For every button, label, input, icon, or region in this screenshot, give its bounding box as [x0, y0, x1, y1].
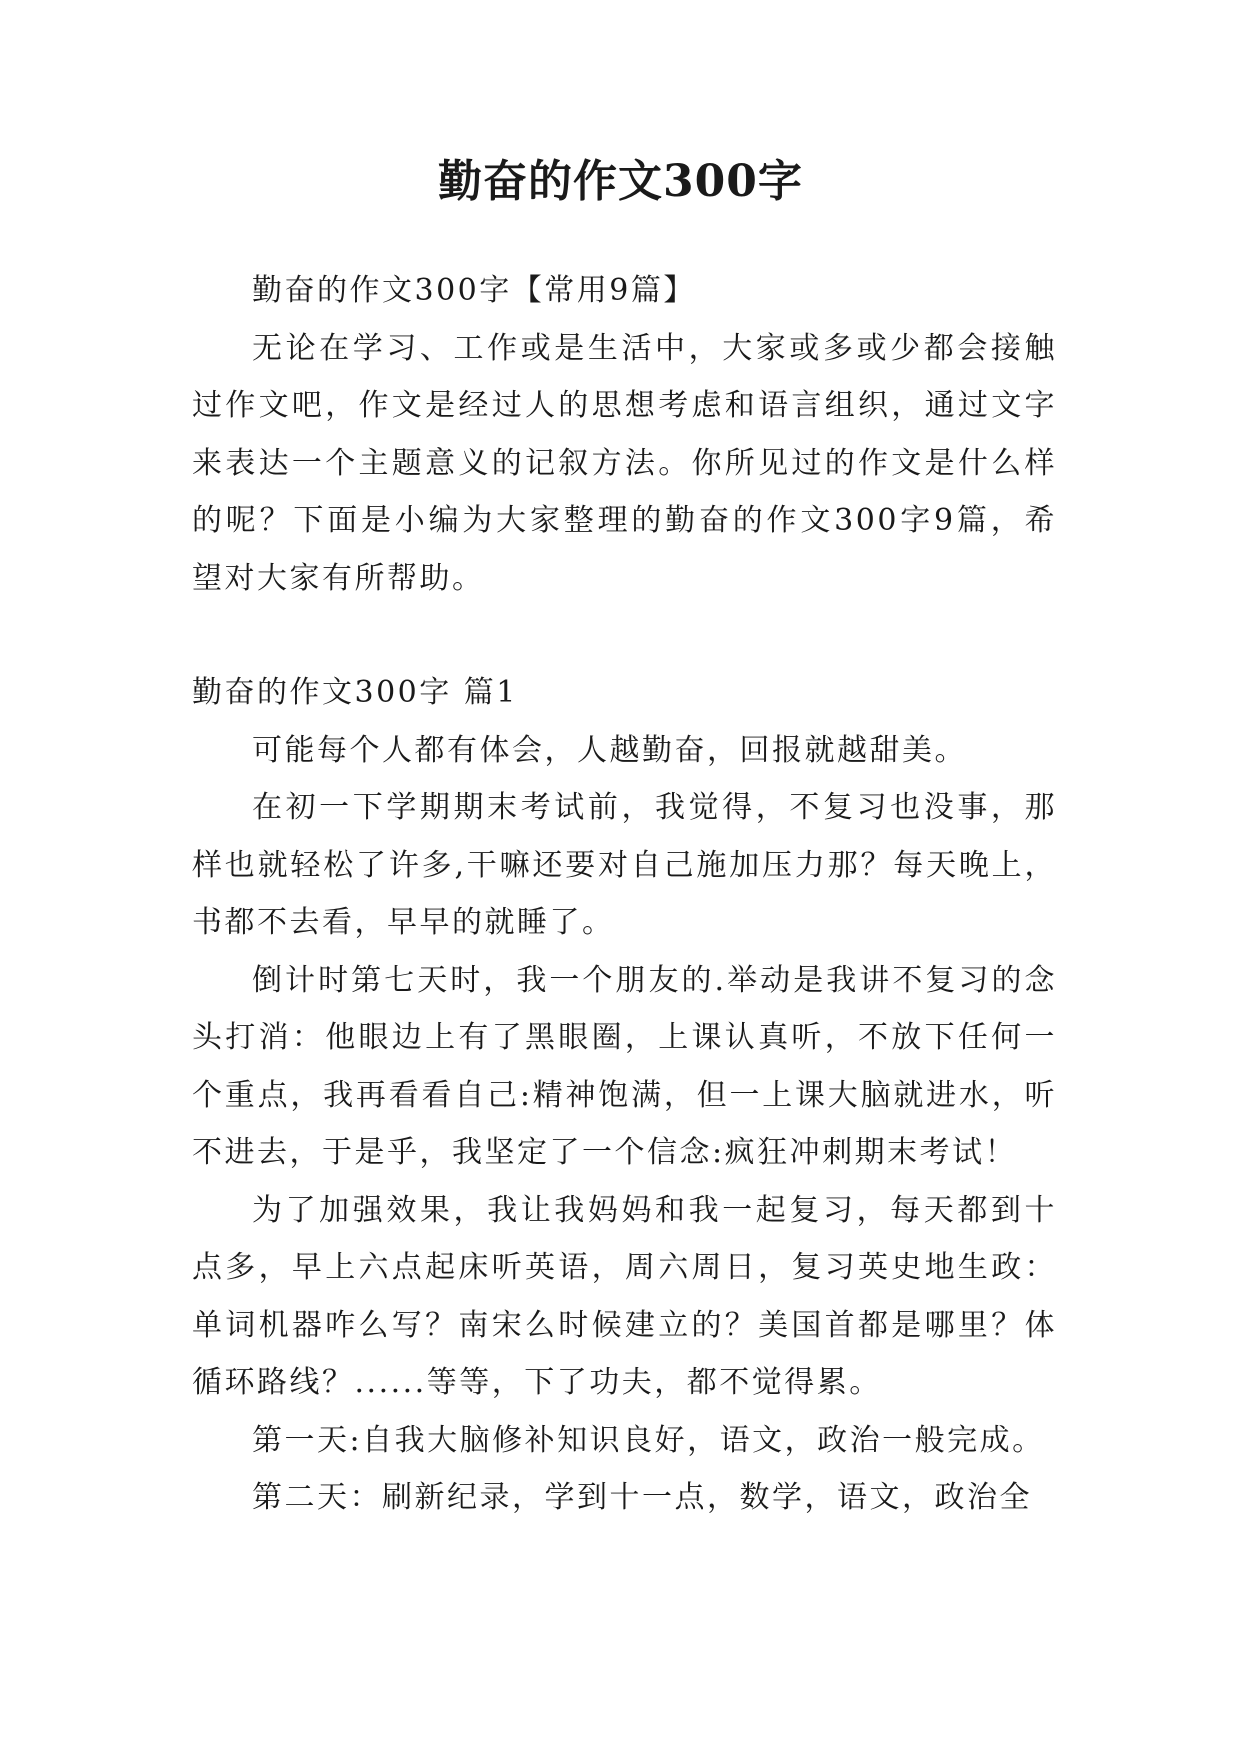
body-paragraph: 为了加强效果，我让我妈妈和我一起复习，每天都到十点多，早上六点起床听英语，周六周日，复习英史地生政：单词机器咋么写？南宋么时候建立的？美国首都是哪里？体循环路线？......等等，下了功夫，都不觉得累。 — [192, 1192, 1057, 1400]
intro-paragraph: 无论在学习、工作或是生活中，大家或多或少都会接触过作文吧，作文是经过人的思想考虑和语言组织，通过文字来表达一个主题意义的记叙方法。你所见过的作文是什么样的呢？下面是小编为大家整理的勤奋的作文300字9篇，希望对大家有所帮助。 — [192, 330, 1057, 596]
document-subtitle: 勤奋的作文300字【常用9篇】 — [252, 273, 696, 308]
body-paragraph: 在初一下学期期末考试前，我觉得，不复习也没事，那样也就轻松了许多,干嘛还要对自己施加压力那？每天晚上，书都不去看，早早的就睡了。 — [192, 790, 1057, 940]
body-paragraph: 第一天:自我大脑修补知识良好，语文，政治一般完成。 — [252, 1422, 1045, 1458]
body-paragraph: 可能每个人都有体会，人越勤奋，回报就越甜美。 — [252, 732, 967, 768]
document-title: 勤奋的作文300字 — [438, 156, 803, 207]
section-spacer — [192, 607, 1057, 664]
body-paragraph: 倒计时第七天时，我一个朋友的.举动是我讲不复习的念头打消：他眼边上有了黑眼圈，上课认真听，不放下任何一个重点，我再看看自己:精神饱满，但一上课大脑就进水，听不进去，于是乎，我坚定了一个信念:疯狂冲刺期末考试！ — [192, 962, 1057, 1170]
document-body — [192, 262, 1057, 1527]
section-heading: 勤奋的作文300字 篇1 — [192, 675, 518, 710]
body-paragraph: 第二天：刷新纪录，学到十一点，数学，语文，政治全 — [252, 1480, 1032, 1515]
